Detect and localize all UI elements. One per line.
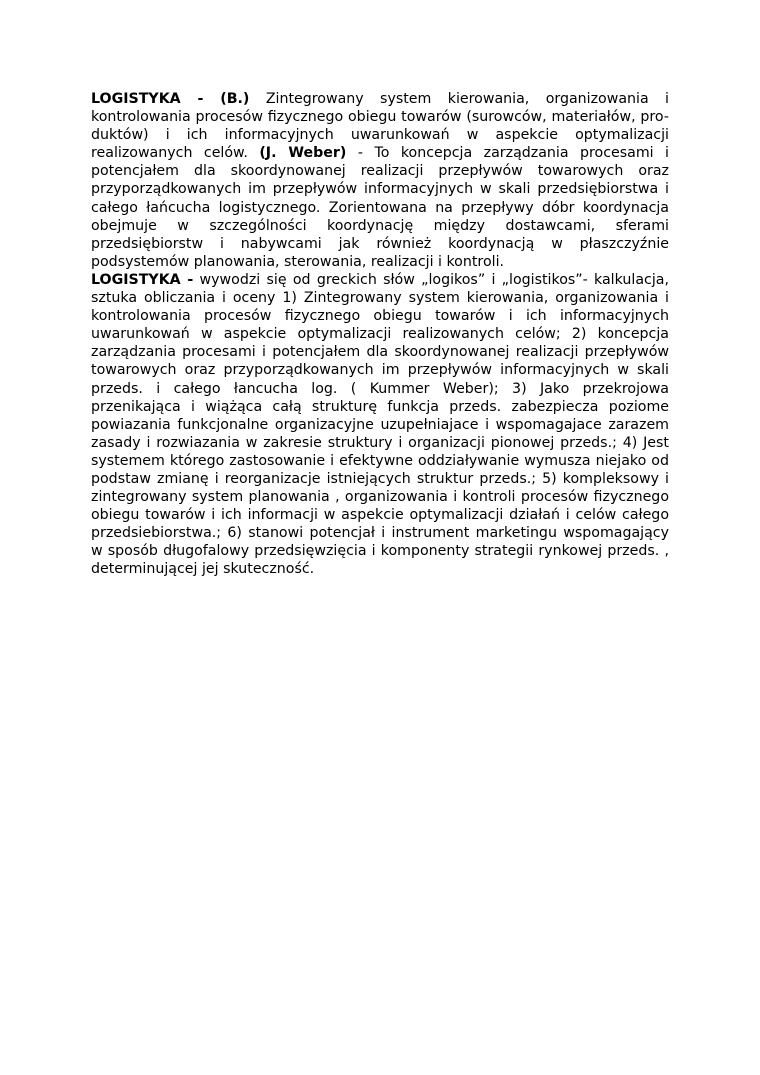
definition-text: wywodzi się od greckich słów „logikos” i „logistikos”- kalkulacja, sztuka obliczania i oceny 1) Zintegrowany system kierowania, organizowania i kontrolowania procesów fizycznego obiegu towarów i ich informacyjnych uwarunkowań w aspekcie optymalizacji realizowanych celów; 2) koncepcja zarządzania procesami i potencjałem dla skoordynowanej realizacji przepływów towarowych oraz przyporządkowanych im przepływów informacyjnych w skali przeds. i całego łancucha log. ( Kummer Weber); 3) Jako przekrojowa przenikająca i wiążąca całą strukturę funkcja przeds. zabezpiecza poziome powiazania funkcjonalne organizacyjne uzupełniajace i wspomagajace zarazem zasady i rozwiazania w zakresie struktury i organizacji pionowej przeds.; 4) Jest systemem którego zastosowanie i efektywne oddziaływanie wymusza niejako od podstaw zmianę i reorganizacje istniejących struktur przeds.; 5) kompleksowy i zintegrowany system planowania , organizowania i kontroli procesów fizycznego obiegu towarów i ich informacji w aspekcie optymalizacji działań i celów całego przedsiebiorstwa.; 6) stanowi potencjał i instrument marketingu wspomagający w sposób długofalowy przedsięwzięcia i komponenty strategii rynkowej przeds. , determinującej jej skuteczność. — [91, 271, 669, 578]
definition-text: Zintegrowany system kierowania, organizowania i kontrolowania procesów fizycznego obiegu towarów (surowców, materiałów, pro-duktów) i ich informacyjnych uwarunkowań w aspekcie optymalizacji realizowanych celów. — [91, 91, 669, 162]
definition-paragraph-2 — [91, 271, 669, 579]
document-body — [91, 90, 669, 579]
author-reference: (J. Weber) — [259, 145, 347, 162]
definition-paragraph-1 — [91, 90, 669, 271]
term-heading: LOGISTYKA - (B.) — [91, 91, 250, 107]
definition-text: - To koncepcja zarządzania procesami i potencjałem dla skoordynowanej realizacji przepływów towarowych oraz przyporządkowanych im przepływów informacyjnych w skali przedsiębiorstwa i całego łańcucha logistycznego. Zorientowana na przepływy dóbr koordynacja obejmuje w szczególności koordynację między dostawcami, sferami przedsiębiorstw i nabywcami jak również koordynacją w płaszczyźnie podsystemów planowania, sterowania, realizacji i kontroli. — [91, 145, 669, 270]
term-heading: LOGISTYKA - — [91, 271, 194, 288]
